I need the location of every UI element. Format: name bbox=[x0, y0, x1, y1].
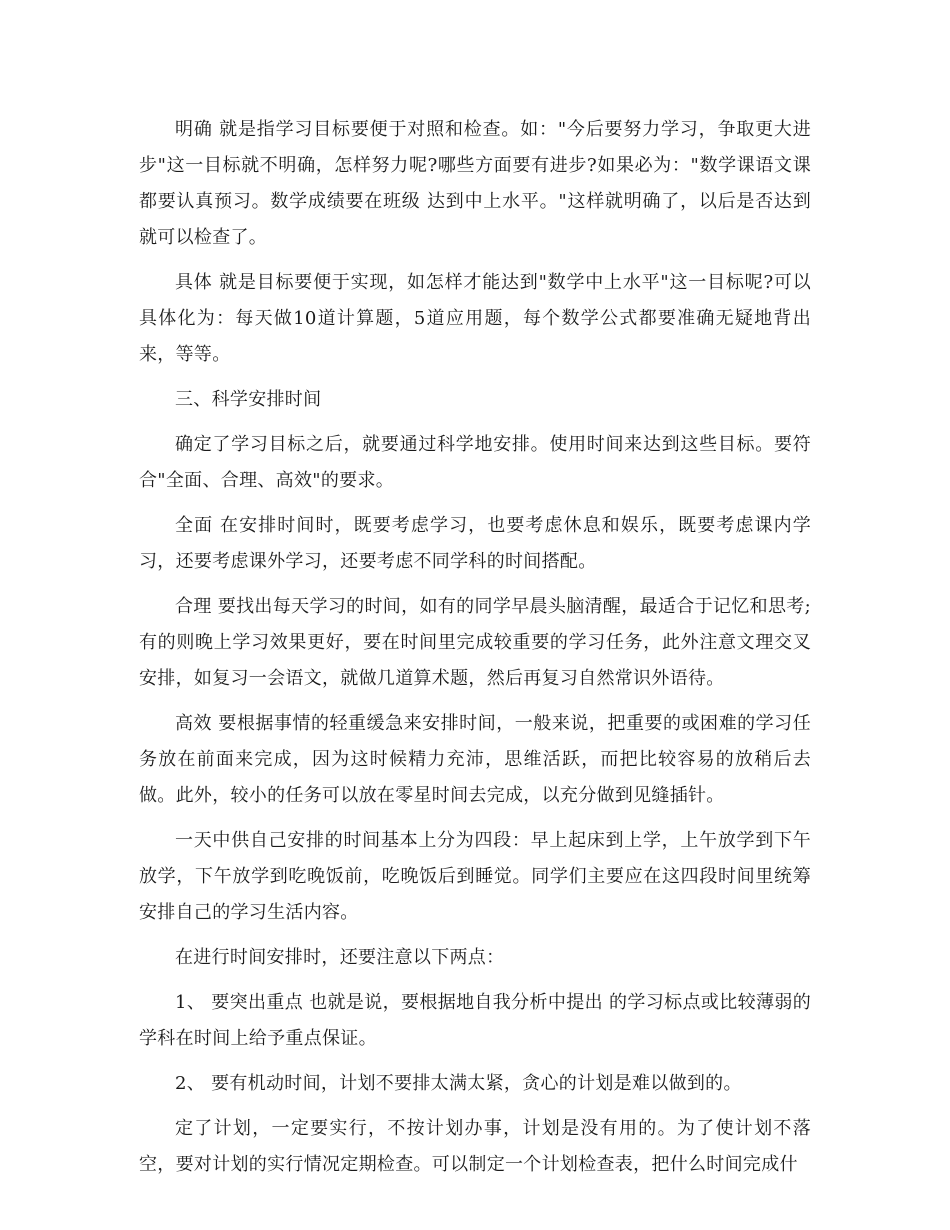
paragraph-follow-plan: 定了计划，一定要实行，不按计划办事，计划是没有用的。为了使计划不落空，要对计划的实行情况定期检查。可以制定一个计划检查表，把什么时间完成什 bbox=[139, 1118, 811, 1175]
paragraph-two-points: 在进行时间安排时，还要注意以下两点： bbox=[175, 947, 505, 968]
document-page bbox=[139, 112, 811, 1192]
paragraph-concrete: 具体 就是目标要便于实现，如怎样才能达到"数学中上水平"这一目标呢?可以具体化为：每天做10道计算题，5道应用题，每个数学公式都要准确无疑地背出来，等等。 bbox=[139, 272, 811, 365]
paragraph-day-segments: 一天中供自己安排的时间基本上分为四段：早上起床到上学，上午放学到下午放学，下午放学到吃晚饭前，吃晚饭后到睡觉。同学们主要应在这四段时间里统筹安排自己的学习生活内容。 bbox=[139, 830, 811, 923]
section-heading-schedule: 三、科学安排时间 bbox=[175, 389, 322, 410]
paragraph-comprehensive: 全面 在安排时间时，既要考虑学习，也要考虑休息和娱乐，既要考虑课内学习，还要考虑课外学习，还要考虑不同学科的时间搭配。 bbox=[139, 515, 811, 572]
paragraph-clarity: 明确 就是指学习目标要便于对照和检查。如："今后要努力学习，争取更大进步"这一目标就不明确，怎样努力呢?哪些方面要有进步?如果必为："数学课语文课都要认真预习。数学成绩要在班级 达到中上水平。"这样就明确了，以后是否达到就可以检查了。 bbox=[139, 119, 811, 248]
paragraph-reasonable: 合理 要找出每天学习的时间，如有的同学早晨头脑清醒，最适合于记忆和思考;有的则晚上学习效果更好，要在时间里完成较重要的学习任务，此外注意文理交叉安排，如复习一会语文，就做几道算术题，然后再复习自然常识外语待。 bbox=[139, 596, 811, 689]
paragraph-efficient: 高效 要根据事情的轻重缓急来安排时间，一般来说，把重要的或困难的学习任务放在前面来完成，因为这时候精力充沛，思维活跃，而把比较容易的放稍后去做。此外，较小的任务可以放在零星时间去完成，以充分做到见缝插针。 bbox=[139, 713, 811, 806]
list-item-1: 1、 要突出重点 也就是说，要根据地自我分析中提出 的学习标点或比较薄弱的学科在时间上给予重点保证。 bbox=[139, 992, 811, 1049]
list-item-2: 2、 要有机动时间，计划不要排太满太紧，贪心的计划是难以做到的。 bbox=[175, 1073, 742, 1094]
paragraph-intro: 确定了学习目标之后，就要通过科学地安排。使用时间来达到这些目标。要符合"全面、合理、高效"的要求。 bbox=[139, 434, 811, 491]
